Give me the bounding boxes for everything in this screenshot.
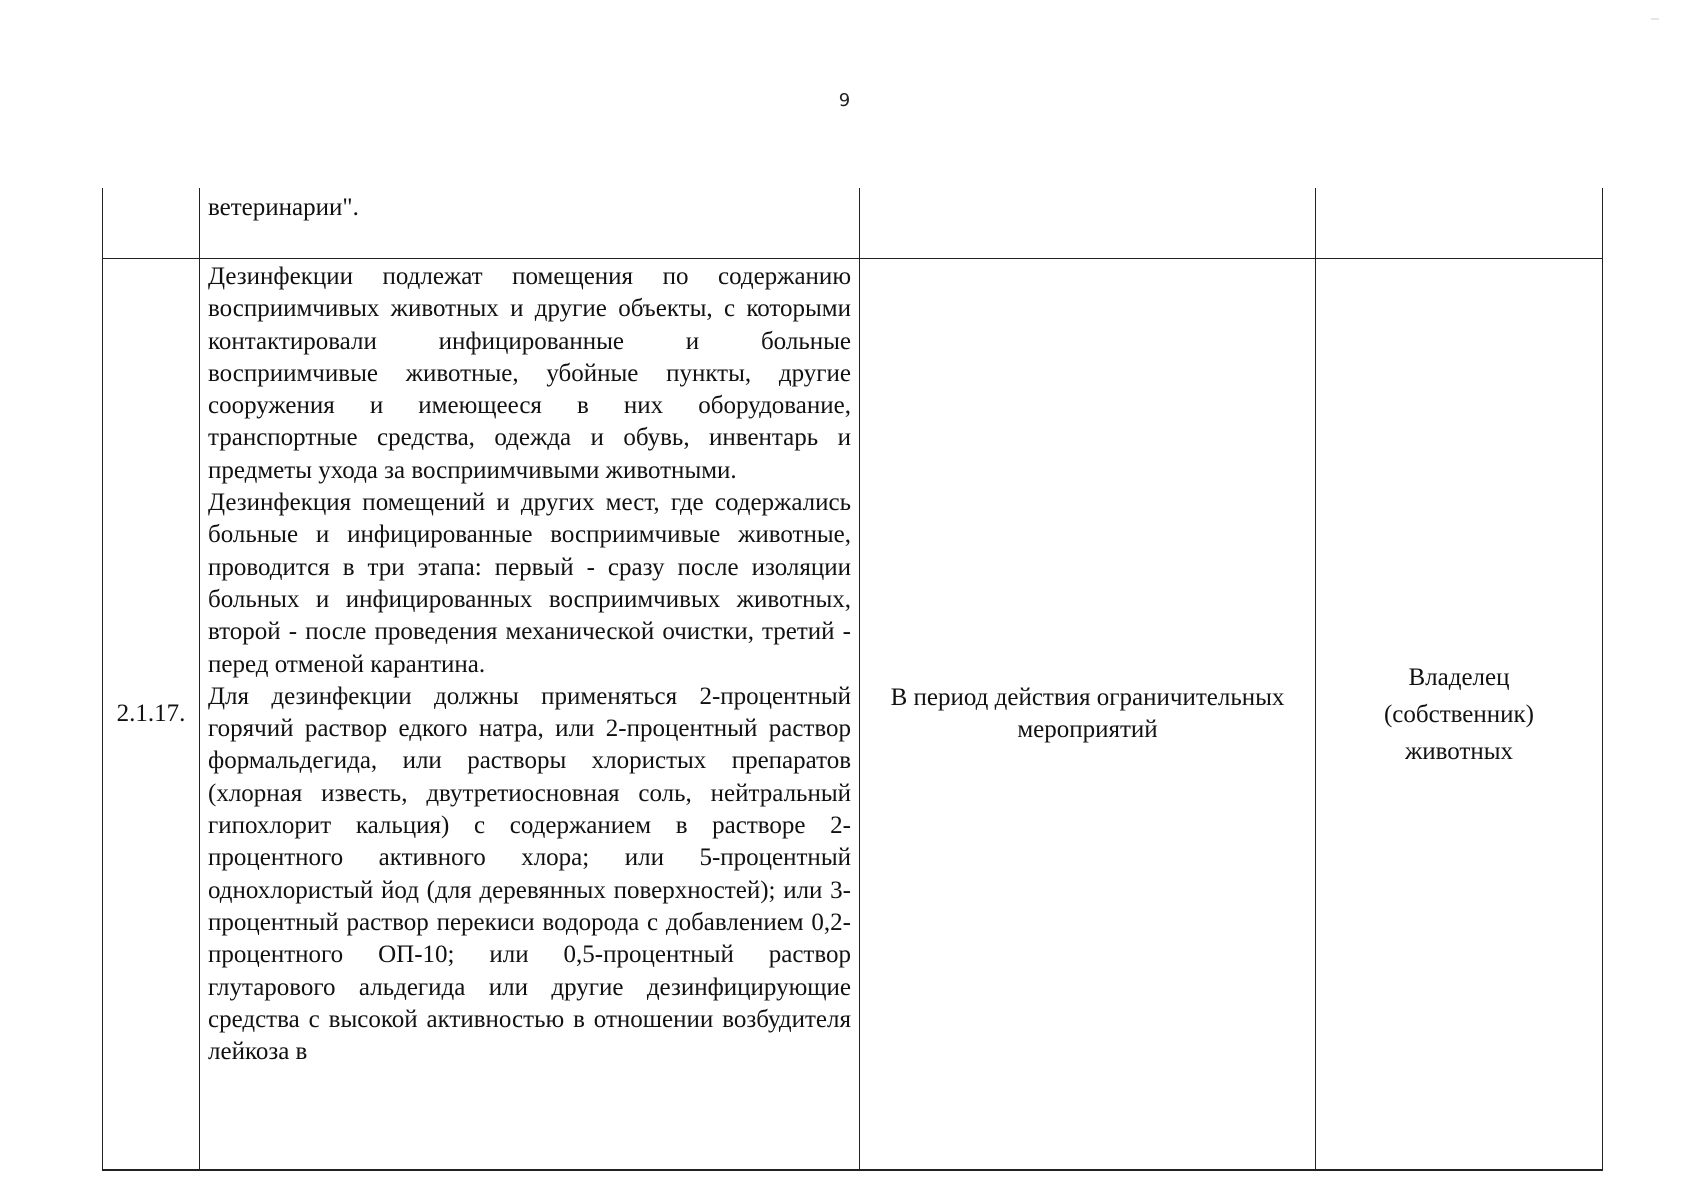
measures-table <box>102 188 1603 1171</box>
period-cell <box>860 188 1316 259</box>
scan-mark <box>1651 18 1659 20</box>
measure-text-cell <box>200 259 860 1171</box>
table-row-continuation <box>103 188 1603 259</box>
continuation-text: ветеринарии". <box>208 194 359 221</box>
measure-paragraph-1: Дезинфекции подлежат помещения по содержанию восприимчивых животных и другие объекты, с которыми контактировали инфицированные и больные восприимчивые животные, убойные пункты, другие сооружения и имеющееся в них оборудование, транспортные средства, одежда и обувь, инвентарь и предметы ухода за восприимчивыми животными. <box>208 263 851 484</box>
page-number: 9 <box>838 90 851 111</box>
responsible-cell <box>1316 188 1603 259</box>
number-cell <box>103 188 200 259</box>
item-number: 2.1.17. <box>103 259 200 1171</box>
measure-paragraph-3: Для дезинфекции должны применяться 2-процентный горячий раствор едкого натра, или 2-процентный раствор формальдегида, или растворы хлористых препаратов (хлорная известь, двутретиосновная соль, нейтральный гипохлорит кальция) с содержанием в растворе 2-процентного активного хлора; или 5-процентный однохлористый йод (для деревянных поверхностей); или 3-процентный раствор перекиси водорода с добавлением 0,2-процентного ОП-10; или 0,5-процентный раствор глутарового альдегида или другие дезинфицирующие средства с высокой активностью в отношении возбудителя лейкоза в <box>208 682 851 1066</box>
measure-paragraph-2: Дезинфекция помещений и других мест, где содержались больные и инфицированные восприимчивые животные, проводится в три этапа: первый - сразу после изоляции больных и инфицированных восприимчивых животных, второй - после проведения механической очистки, третий - перед отменой карантина. <box>208 489 851 678</box>
period-cell: В период действия ограничительных мероприятий <box>860 259 1316 1171</box>
responsible-cell: Владелец (собственник) животных <box>1316 259 1603 1171</box>
table-row <box>103 259 1603 1171</box>
measure-text-cell <box>200 188 860 259</box>
